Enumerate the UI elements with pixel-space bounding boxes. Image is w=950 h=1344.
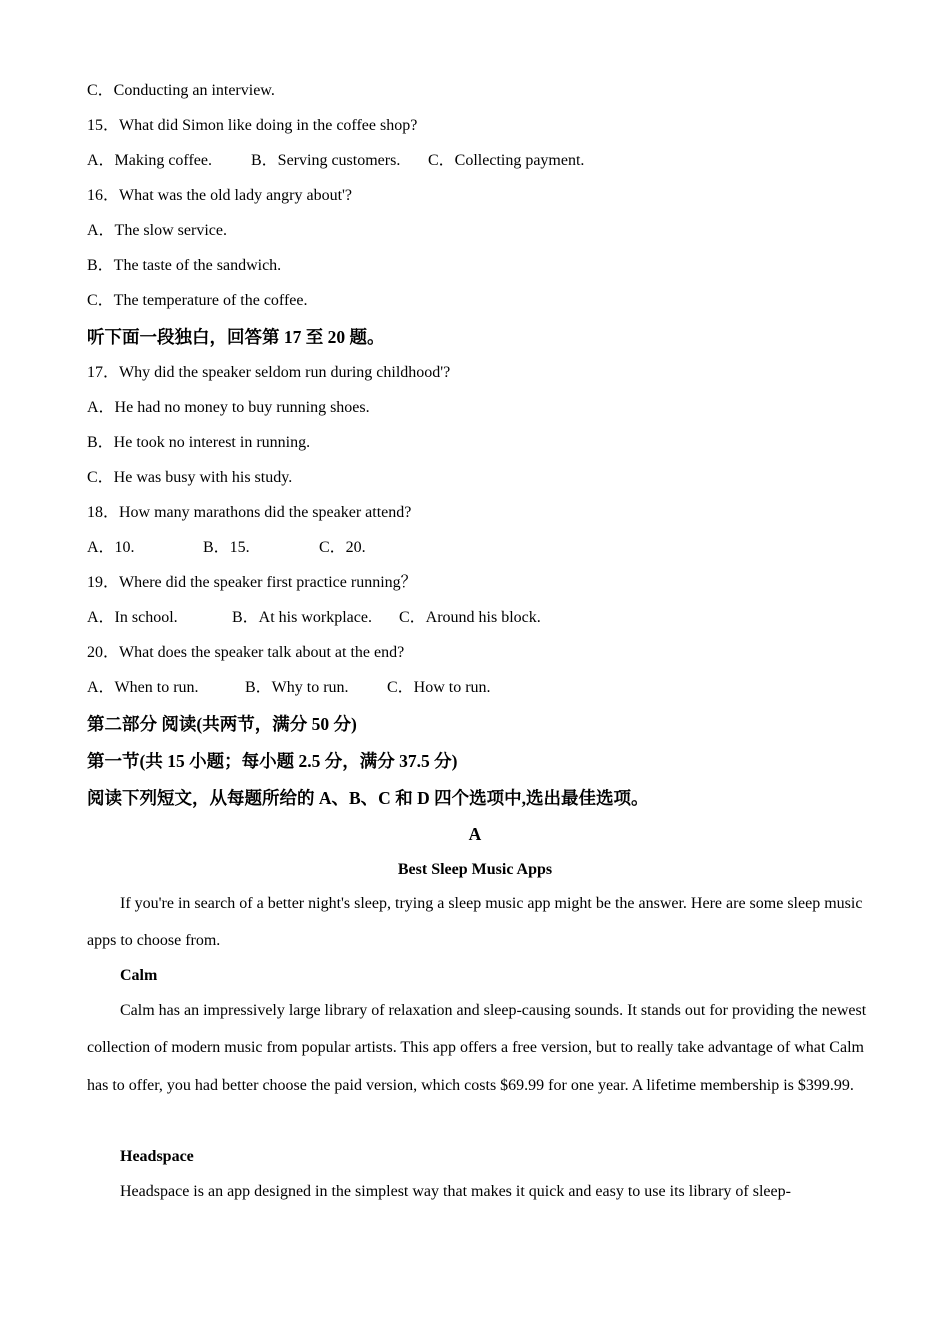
passage-intro: If you're in search of a better night's sleep, trying a sleep music app might be the answer. Here are some sleep music apps to choose from. bbox=[87, 895, 863, 950]
section1-heading: 第一节(共 15 小题；每小题 2.5 分，满分 37.5 分) bbox=[87, 751, 458, 771]
q16-option-a: A．The slow service. bbox=[87, 222, 227, 239]
calm-heading: Calm bbox=[120, 967, 158, 984]
calm-paragraph: Calm has an impressively large library of relaxation and sleep-causing sounds. It stands out for providing the newest collection of modern music from popular artists. This app offers a free version, but to really take advantage of what Calm has to offer, you had better choose the paid version, which costs $69.99 for one year. A lifetime membership is $399.99. bbox=[87, 1002, 867, 1094]
reading-instruction: 阅读下列短文，从每题所给的 A、B、C 和 D 四个选项中,选出最佳选项。 bbox=[87, 788, 649, 808]
q16-option-c: C．The temperature of the coffee. bbox=[87, 292, 308, 309]
q15-option-a: A．Making coffee. bbox=[87, 152, 213, 169]
q18-options bbox=[87, 538, 366, 558]
q16-question: 16．What was the old lady angry about'? bbox=[87, 187, 353, 204]
passage-letter: A bbox=[468, 824, 482, 844]
q18-option-c: C．20. bbox=[319, 539, 366, 556]
q14-option-c: C．Conducting an interview. bbox=[87, 82, 275, 99]
q15-question: 15．What did Simon like doing in the coffee shop? bbox=[87, 117, 418, 134]
q20-option-c: C．How to run. bbox=[387, 679, 491, 696]
q19-option-b: B．At his workplace. bbox=[232, 609, 372, 626]
part2-heading: 第二部分 阅读(共两节，满分 50 分) bbox=[87, 714, 357, 734]
q15-option-b: B．Serving customers. bbox=[251, 152, 401, 169]
q17-option-a: A．He had no money to buy running shoes. bbox=[87, 399, 370, 416]
q17-option-c: C．He was busy with his study. bbox=[87, 469, 293, 486]
q19-question: 19．Where did the speaker first practice running？ bbox=[87, 574, 417, 591]
q19-options bbox=[87, 608, 541, 628]
headspace-heading: Headspace bbox=[120, 1148, 194, 1165]
passage-title: Best Sleep Music Apps bbox=[397, 861, 553, 878]
q18-question: 18．How many marathons did the speaker attend? bbox=[87, 504, 412, 521]
q16-option-b: B．The taste of the sandwich. bbox=[87, 257, 282, 274]
headspace-paragraph: Headspace is an app designed in the simplest way that makes it quick and easy to use its library of sleep- bbox=[120, 1183, 791, 1200]
q19-option-a: A．In school. bbox=[87, 609, 178, 626]
q18-option-a: A．10. bbox=[87, 539, 135, 556]
q20-option-b: B．Why to run. bbox=[245, 679, 349, 696]
q17-question: 17．Why did the speaker seldom run during childhood'? bbox=[87, 364, 451, 381]
q20-options bbox=[87, 678, 491, 698]
q15-option-c: C．Collecting payment. bbox=[428, 152, 585, 169]
q20-question: 20．What does the speaker talk about at the end? bbox=[87, 644, 405, 661]
monologue-heading: 听下面一段独白，回答第 17 至 20 题。 bbox=[87, 327, 385, 347]
q20-option-a: A．When to run. bbox=[87, 679, 199, 696]
q17-option-b: B．He took no interest in running. bbox=[87, 434, 311, 451]
q18-option-b: B．15. bbox=[203, 539, 250, 556]
q19-option-c: C．Around his block. bbox=[399, 609, 541, 626]
q15-options bbox=[87, 151, 584, 171]
